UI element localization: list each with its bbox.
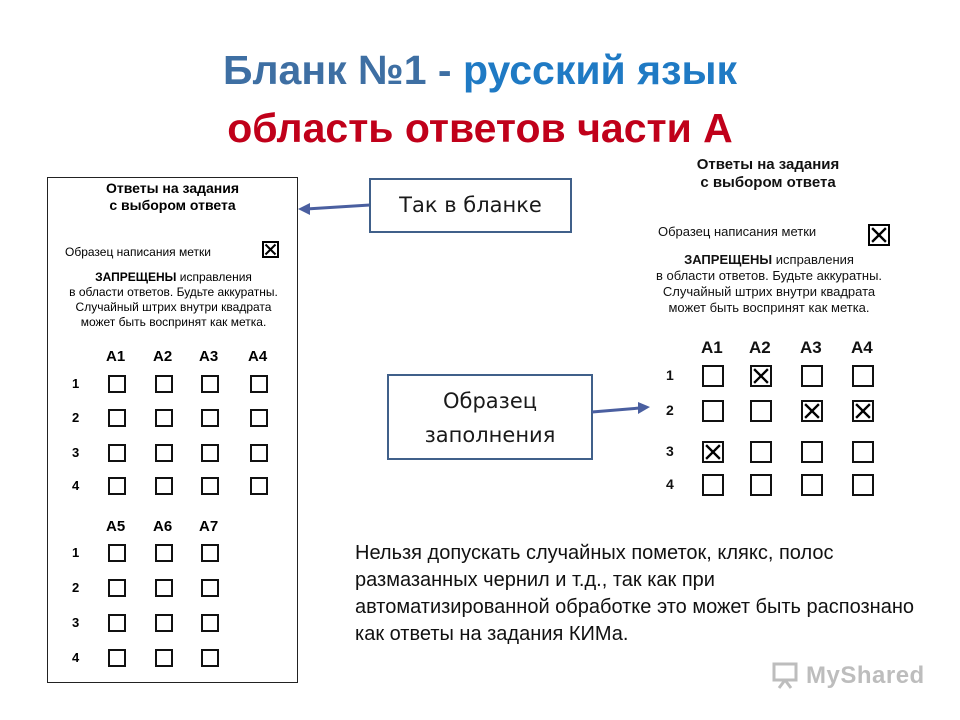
sample-warning xyxy=(628,252,910,316)
answer-checkbox[interactable] xyxy=(702,365,724,387)
answer-checkbox[interactable] xyxy=(155,409,173,427)
answer-checkbox[interactable] xyxy=(108,649,126,667)
g1-row-4: 4 xyxy=(72,478,80,493)
callout-sample xyxy=(387,374,593,460)
answer-checkbox[interactable] xyxy=(155,579,173,597)
warn-line1-rest: исправления xyxy=(176,270,252,284)
cross-mark-icon xyxy=(704,443,722,461)
g2-row-2: 2 xyxy=(72,580,80,595)
sample-warn-line4: может быть воспринят как метка. xyxy=(668,300,870,315)
cross-mark-icon xyxy=(264,243,277,256)
answer-checkbox[interactable] xyxy=(155,614,173,632)
blank-sample-mark xyxy=(262,241,279,258)
cross-mark-icon xyxy=(854,402,872,420)
blank-warning xyxy=(50,270,297,330)
presentation-board-icon xyxy=(771,660,801,690)
slide-subtitle: область ответов части А xyxy=(227,105,733,151)
answer-checkbox[interactable] xyxy=(201,649,219,667)
answer-checkbox[interactable] xyxy=(750,400,772,422)
g1-col-a3: A3 xyxy=(199,348,219,365)
sample-header-line1: Ответы на задания xyxy=(696,156,840,173)
warn-line2: в области ответов. Будьте аккуратны. xyxy=(69,285,278,299)
answer-checkbox[interactable] xyxy=(201,477,219,495)
answer-checkbox[interactable] xyxy=(108,614,126,632)
answer-checkbox[interactable] xyxy=(108,375,126,393)
answer-checkbox[interactable] xyxy=(201,375,219,393)
sample-row-1: 1 xyxy=(666,367,674,383)
sample-mark-box xyxy=(868,224,890,246)
g2-row-3: 3 xyxy=(72,615,80,630)
answer-checkbox[interactable] xyxy=(108,409,126,427)
answer-checkbox[interactable] xyxy=(801,474,823,496)
sample-filled-form xyxy=(628,152,908,512)
sample-header-line2: с выбором ответа xyxy=(700,174,836,191)
blank-form xyxy=(47,177,298,683)
answer-checkbox[interactable] xyxy=(702,400,724,422)
answer-checkbox[interactable] xyxy=(852,365,874,387)
sample-row-2: 2 xyxy=(666,402,674,418)
slide-title xyxy=(0,44,960,96)
sample-row-3: 3 xyxy=(666,443,674,459)
answer-checkbox[interactable] xyxy=(750,441,772,463)
title-accent: русский язык xyxy=(462,47,737,93)
answer-checkbox-marked[interactable] xyxy=(852,400,874,422)
answer-checkbox[interactable] xyxy=(852,441,874,463)
sample-warn-bold: ЗАПРЕЩЕНЫ xyxy=(684,252,773,267)
blank-sample-label: Образец написания метки xyxy=(65,245,211,259)
answer-checkbox[interactable] xyxy=(201,614,219,632)
answer-checkbox[interactable] xyxy=(155,375,173,393)
warn-line3: Случайный штрих внутри квадрата xyxy=(75,300,272,314)
sample-col-a3: A3 xyxy=(800,338,822,357)
answer-checkbox[interactable] xyxy=(108,477,126,495)
answer-checkbox[interactable] xyxy=(201,544,219,562)
warn-line4: может быть воспринят как метка. xyxy=(80,315,267,329)
sample-warn-line3: Случайный штрих внутри квадрата xyxy=(662,284,876,299)
warn-bold: ЗАПРЕЩЕНЫ xyxy=(95,270,177,284)
arrow-to-blank-icon xyxy=(296,196,374,218)
answer-checkbox[interactable] xyxy=(155,444,173,462)
blank-header-line2: с выбором ответа xyxy=(109,197,236,213)
sample-col-a1: A1 xyxy=(701,338,723,357)
answer-checkbox[interactable] xyxy=(801,441,823,463)
g2-col-a7: A7 xyxy=(199,518,219,535)
callout-sample-line1: Образец xyxy=(442,389,538,413)
sample-mark-label: Образец написания метки xyxy=(658,224,817,239)
answer-checkbox-marked[interactable] xyxy=(702,441,724,463)
answer-checkbox[interactable] xyxy=(155,544,173,562)
g1-row-3: 3 xyxy=(72,445,80,460)
sample-col-a4: A4 xyxy=(851,338,873,357)
cross-mark-icon xyxy=(870,226,888,244)
answer-checkbox[interactable] xyxy=(201,444,219,462)
answer-checkbox[interactable] xyxy=(250,444,268,462)
g1-row-1: 1 xyxy=(72,376,80,391)
title-part-1: Бланк №1 - xyxy=(223,47,463,93)
sample-warn-line2: в области ответов. Будьте аккуратны. xyxy=(655,268,883,283)
answer-checkbox-marked[interactable] xyxy=(801,400,823,422)
sample-col-a2: A2 xyxy=(749,338,771,357)
answer-checkbox[interactable] xyxy=(201,579,219,597)
answer-checkbox[interactable] xyxy=(852,474,874,496)
answer-checkbox[interactable] xyxy=(201,409,219,427)
answer-checkbox[interactable] xyxy=(801,365,823,387)
answer-checkbox[interactable] xyxy=(108,444,126,462)
answer-checkbox[interactable] xyxy=(155,649,173,667)
g2-col-a6: A6 xyxy=(153,518,173,535)
warning-note: Нельзя допускать случайных пометок, клякс, полос размазанных чернил и т.д., так как при автоматизированной обработке это может быть распознано как ответы на задания КИМа. xyxy=(355,542,914,645)
answer-checkbox[interactable] xyxy=(250,477,268,495)
answer-checkbox[interactable] xyxy=(108,544,126,562)
g2-row-4: 4 xyxy=(72,650,80,665)
cross-mark-icon xyxy=(803,402,821,420)
answer-checkbox[interactable] xyxy=(702,474,724,496)
callout-blank-label: Так в бланке xyxy=(399,193,542,217)
watermark-text: MyShared xyxy=(806,662,925,689)
answer-checkbox[interactable] xyxy=(250,375,268,393)
sample-warn-line1-rest: исправления xyxy=(772,252,854,267)
cross-mark-icon xyxy=(752,367,770,385)
sample-row-4: 4 xyxy=(666,476,674,492)
answer-checkbox[interactable] xyxy=(250,409,268,427)
g1-col-a4: A4 xyxy=(248,348,268,365)
answer-checkbox[interactable] xyxy=(750,474,772,496)
blank-header-line1: Ответы на задания xyxy=(105,180,240,196)
g2-row-1: 1 xyxy=(72,545,80,560)
answer-checkbox[interactable] xyxy=(155,477,173,495)
g1-col-a1: A1 xyxy=(106,348,126,365)
blank-header xyxy=(48,180,297,214)
g1-row-2: 2 xyxy=(72,410,80,425)
callout-sample-line2: заполнения xyxy=(424,423,556,447)
answer-checkbox-marked[interactable] xyxy=(750,365,772,387)
sample-header xyxy=(673,156,863,192)
answer-checkbox[interactable] xyxy=(108,579,126,597)
g2-col-a5: A5 xyxy=(106,518,126,535)
g1-col-a2: A2 xyxy=(153,348,173,365)
callout-blank xyxy=(369,178,572,233)
